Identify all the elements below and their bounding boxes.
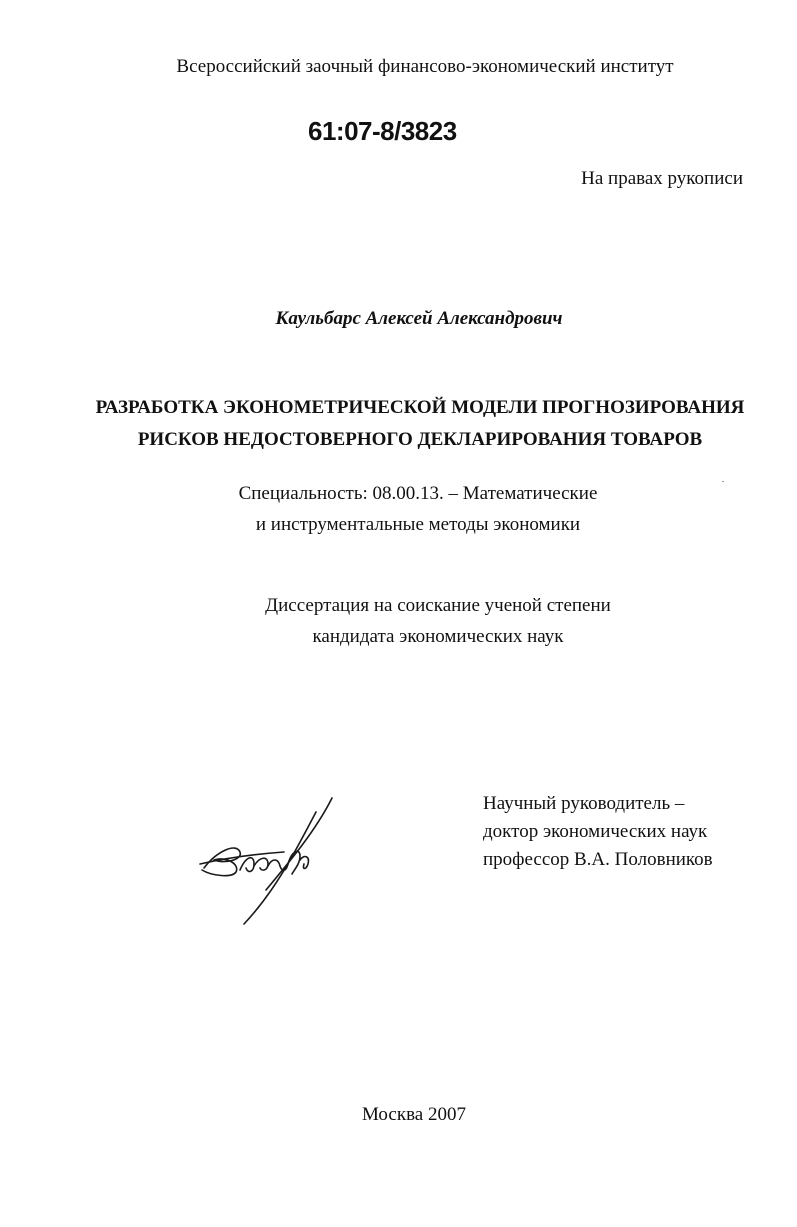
scan-speck (722, 481, 724, 482)
dissertation-title (0, 392, 797, 456)
title-line-1: РАЗРАБОТКА ЭКОНОМЕТРИЧЕСКОЙ МОДЕЛИ ПРОГНОЗИРОВАНИЯ (95, 397, 745, 418)
degree-line-1: Диссертация на соискание ученой степени (265, 595, 611, 616)
supervisor-block (483, 790, 713, 874)
signature-icon (196, 790, 346, 930)
supervisor-line-2: доктор экономических наук (483, 821, 708, 842)
specialty-line-1: Специальность: 08.00.13. – Математические (238, 483, 598, 504)
degree-block (0, 590, 797, 652)
institute-name: Всероссийский заочный финансово-экономический институт (176, 56, 674, 77)
specialty-block (0, 478, 797, 540)
city-year: Москва 2007 (362, 1104, 466, 1125)
rights-note: На правах рукописи (581, 168, 743, 189)
specialty-line-2: и инструментальные методы экономики (255, 514, 581, 535)
catalog-code: 61:07-8/3823 (308, 116, 457, 146)
handwritten-signature (196, 790, 346, 930)
author-name: Каульбарс Алексей Александрович (275, 308, 563, 329)
title-line-2: РИСКОВ НЕДОСТОВЕРНОГО ДЕКЛАРИРОВАНИЯ ТОВАРОВ (137, 429, 703, 450)
supervisor-line-1: Научный руководитель – (483, 793, 685, 814)
supervisor-line-3: профессор В.А. Половников (483, 849, 713, 870)
degree-line-2: кандидата экономических наук (312, 626, 564, 647)
